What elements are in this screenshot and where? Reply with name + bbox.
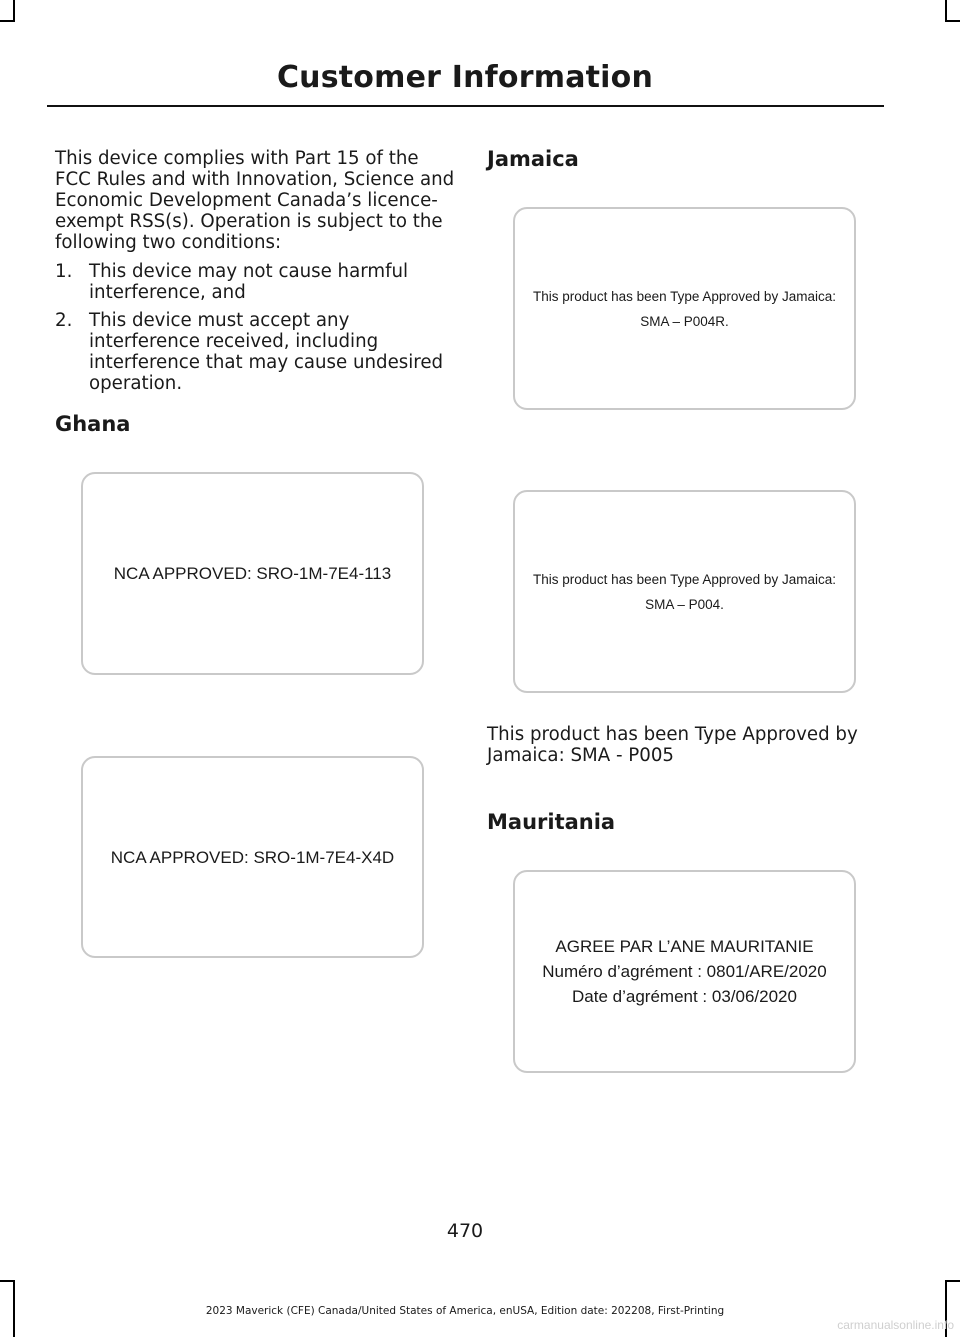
- page-number: 470: [446, 1220, 484, 1242]
- page-title: Customer Information: [276, 60, 654, 95]
- approval-label-number: Numéro d’agrément : 0801/ARE/2020: [542, 962, 827, 981]
- conditions-list: [55, 261, 455, 394]
- list-item-number: 2.: [55, 310, 73, 331]
- crop-mark: [945, 20, 960, 22]
- approval-label-code: SMA – P004R.: [640, 313, 729, 329]
- approval-label-code: SMA – P004.: [645, 596, 724, 612]
- jamaica-heading: Jamaica: [487, 147, 579, 171]
- ghana-approval-label: [81, 756, 424, 958]
- jamaica-approval-label: [513, 490, 856, 693]
- crop-mark: [0, 1280, 15, 1282]
- crop-mark: [13, 0, 15, 22]
- left-column: [55, 148, 455, 401]
- mauritania-heading: Mauritania: [487, 810, 616, 834]
- jamaica-approval-paragraph: This product has been Type Approved by Jamaica: SMA - P005: [487, 724, 858, 766]
- edition-footer: 2023 Maverick (CFE) Canada/United States of America, enUSA, Edition date: 202208, First-Printing: [205, 1305, 725, 1317]
- crop-mark: [0, 20, 15, 22]
- approval-label-date: Date d’agrément : 03/06/2020: [572, 987, 797, 1006]
- list-item-text: This device must accept any interference received, including interference that may cause undesired operation.: [89, 310, 444, 394]
- list-item: [55, 310, 455, 394]
- ghana-heading: Ghana: [55, 412, 131, 436]
- ghana-approval-label: [81, 472, 424, 675]
- list-item: [55, 261, 455, 303]
- list-item-text: This device may not cause harmful interference, and: [89, 261, 409, 303]
- crop-mark: [945, 1280, 960, 1282]
- jamaica-approval-label: [513, 207, 856, 410]
- approval-label-text: This product has been Type Approved by Jamaica:: [533, 288, 836, 304]
- header-divider: [47, 105, 884, 107]
- approval-label-text: NCA APPROVED: SRO-1M-7E4-113: [113, 564, 392, 583]
- approval-label-text: This product has been Type Approved by Jamaica:: [533, 571, 836, 587]
- fcc-compliance-paragraph: This device complies with Part 15 of the FCC Rules and with Innovation, Science and Economic Development Canada’s licence-exempt RSS(s). Operation is subject to the following two conditions:: [55, 148, 455, 253]
- crop-mark: [945, 0, 947, 22]
- approval-label-text: NCA APPROVED: SRO-1M-7E4-X4D: [110, 847, 395, 867]
- watermark: carmanualsonline.info: [837, 1318, 954, 1332]
- list-item-number: 1.: [55, 261, 73, 282]
- mauritania-approval-label: [513, 870, 856, 1073]
- approval-label-text: AGREE PAR L’ANE MAURITANIE: [555, 937, 814, 956]
